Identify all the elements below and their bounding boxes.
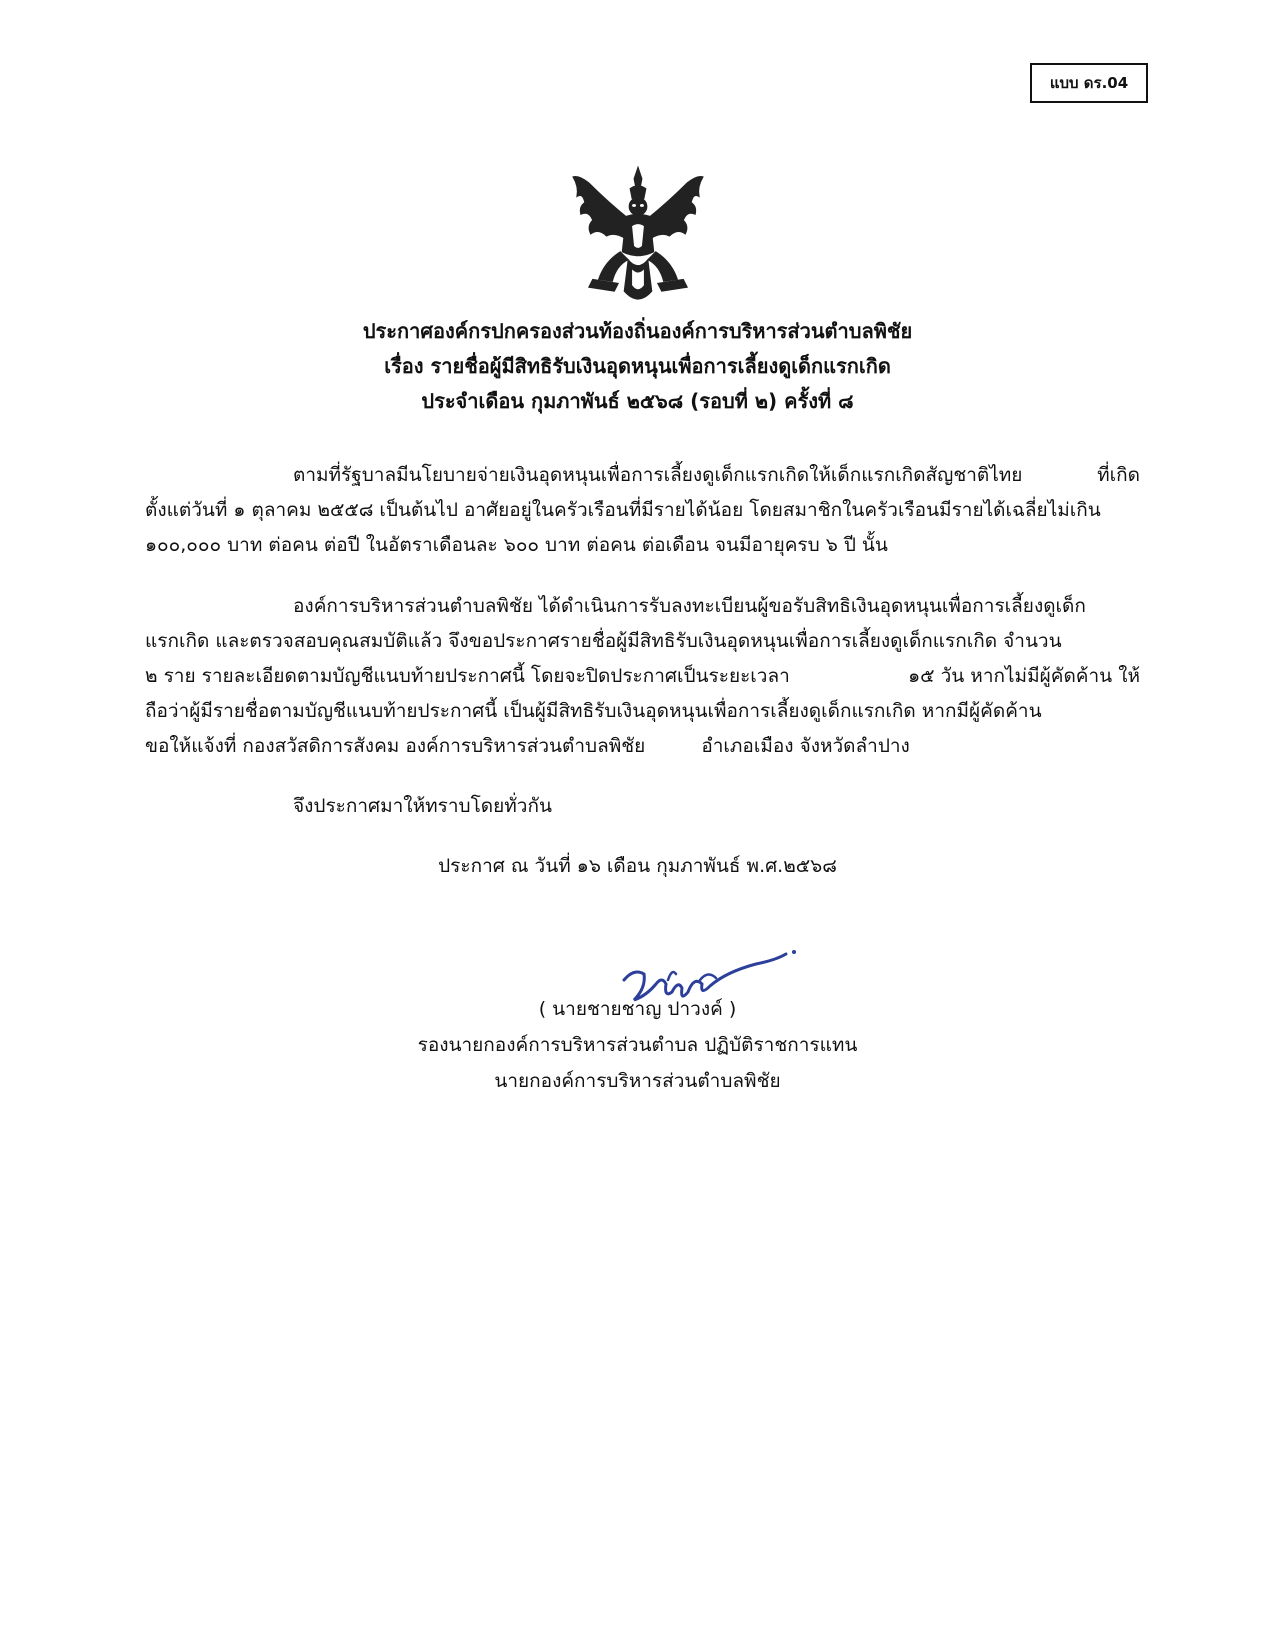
paragraph2-line2 [145, 628, 1140, 654]
paragraph1-line1-end: ที่เกิด [1097, 464, 1140, 486]
announcement-subject: เรื่อง รายชื่อผู้มีสิทธิรับเงินอุดหนุนเพื่อการเลี้ยงดูเด็กแรกเกิด [384, 354, 891, 378]
closing-text: จึงประกาศมาให้ทราบโดยทั่วกัน [293, 795, 552, 817]
form-code-label: แบบ ดร.04 [1049, 74, 1129, 92]
paragraph2-line5-text: ขอให้แจ้งที่ กองสวัสดิการสังคม องค์การบริหารส่วนตำบลพิชัย [145, 735, 646, 757]
paragraph2-line4 [145, 698, 1140, 724]
paragraph2-line3-text: ๒ ราย รายละเอียดตามบัญชีแนบท้ายประกาศนี้ โดยจะปิดประกาศเป็นระยะเวลา [145, 665, 790, 687]
form-code-box [1030, 63, 1148, 103]
closing-line [293, 793, 1140, 819]
date-line: ประกาศ ณ วันที่ ๑๖ เดือน กุมภาพันธ์ พ.ศ.๒๕๖๘ [438, 855, 837, 877]
paragraph1-line1 [293, 462, 1140, 488]
paragraph2-line4-text: ถือว่าผู้มีรายชื่อตามบัญชีแนบท้ายประกาศนี้ เป็นผู้มีสิทธิรับเงินอุดหนุนเพื่อการเลี้ยงดูเด็กแรกเกิด หากมีผู้คัดค้าน [145, 700, 1042, 722]
paragraph2-line1-text: องค์การบริหารส่วนตำบลพิชัย ได้ดำเนินการรับลงทะเบียนผู้ขอรับสิทธิเงินอุดหนุนเพื่อการเลี้ยงดูเด็ก [293, 595, 1086, 617]
announcement-period: ประจำเดือน กุมภาพันธ์ ๒๕๖๘ (รอบที่ ๒) ครั้งที่ ๘ [421, 389, 854, 413]
paragraph1-line3 [145, 532, 1140, 558]
garuda-emblem-icon [569, 163, 707, 311]
announcement-title: ประกาศองค์กรปกครองส่วนท้องถิ่นองค์การบริหารส่วนตำบลพิชัย [362, 319, 913, 343]
paragraph2-line1 [293, 593, 1140, 619]
signer-position-line1: รองนายกองค์การบริหารส่วนตำบล ปฏิบัติราชการแทน [417, 1034, 858, 1056]
paragraph2-line5-end: อำเภอเมือง จังหวัดลำปาง [701, 735, 910, 757]
paragraph2-line3 [145, 663, 1140, 689]
paragraph2-line2-text: แรกเกิด และตรวจสอบคุณสมบัติแล้ว จึงขอประกาศรายชื่อผู้มีสิทธิรับเงินอุดหนุนเพื่อการเลี้ยงดูเด็กแรกเกิด จำนวน [145, 630, 1062, 652]
paragraph1-line1-text: ตามที่รัฐบาลมีนโยบายจ่ายเงินอุดหนุนเพื่อการเลี้ยงดูเด็กแรกเกิดให้เด็กแรกเกิดสัญชาติไทย [293, 464, 1023, 486]
signer-name: ( นายชายชาญ ปาวงค์ ) [538, 998, 737, 1020]
paragraph2-line5 [145, 733, 1140, 759]
paragraph2-line3-end: ๑๕ วัน หากไม่มีผู้คัดค้าน ให้ [908, 665, 1140, 687]
signer-position-line2: นายกองค์การบริหารส่วนตำบลพิชัย [494, 1070, 781, 1092]
paragraph1-line3-text: ๑๐๐,๐๐๐ บาท ต่อคน ต่อปี ในอัตราเดือนละ ๖๐๐ บาท ต่อคน ต่อเดือน จนมีอายุครบ ๖ ปี นั้น [145, 534, 888, 556]
paragraph1-line2-text: ตั้งแต่วันที่ ๑ ตุลาคม ๒๕๕๘ เป็นต้นไป อาศัยอยู่ในครัวเรือนที่มีรายได้น้อย โดยสมาชิกในครัวเรือนมีรายได้เฉลี่ยไม่เกิน [145, 499, 1101, 521]
paragraph1-line2 [145, 497, 1140, 523]
